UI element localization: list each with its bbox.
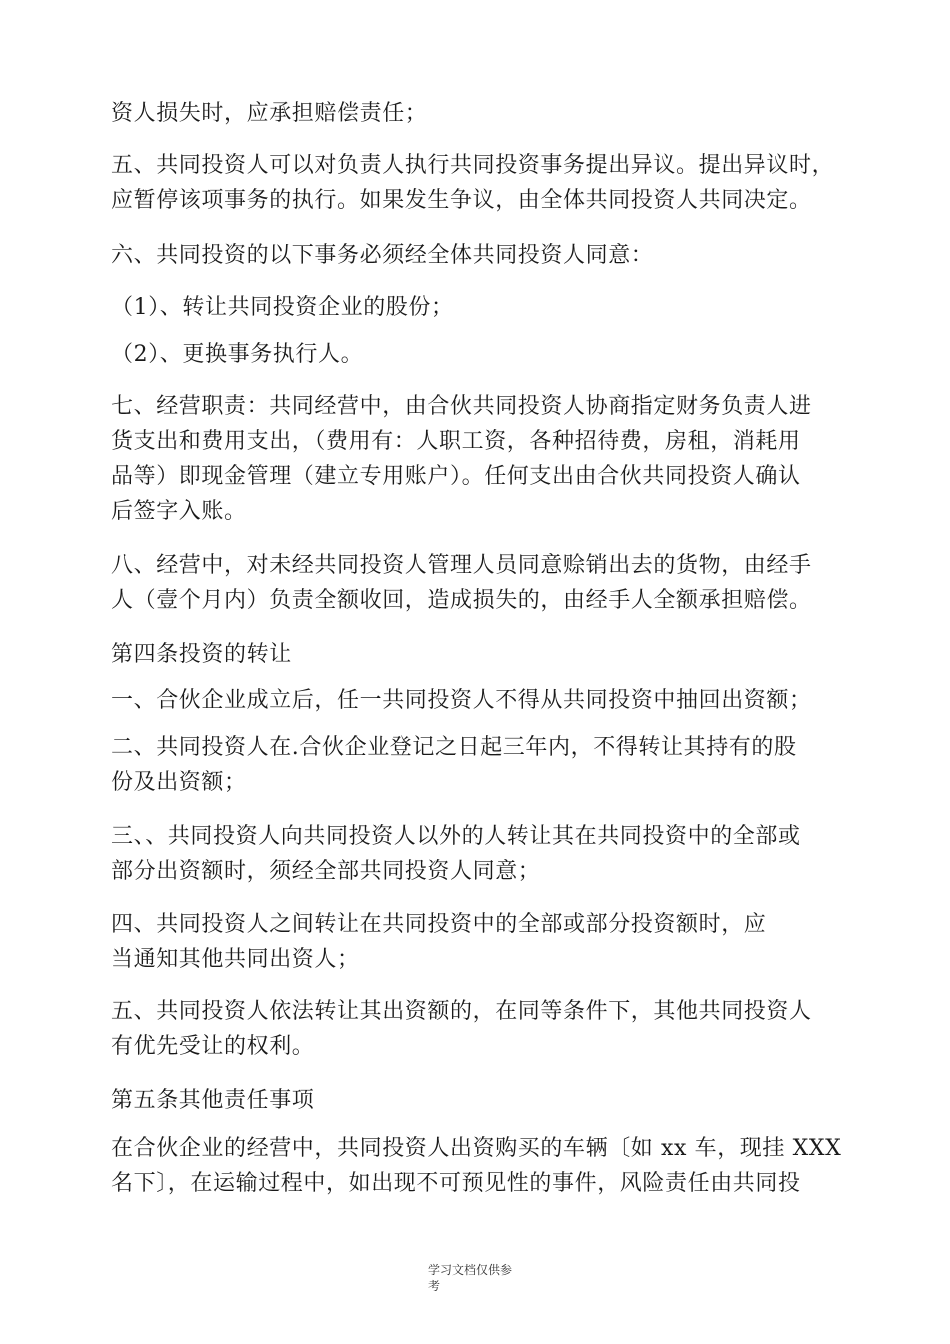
paragraph xyxy=(111,389,841,529)
paragraph-line: 人（壹个月内）负责全额收回，造成损失的，由经手人全额承担赔偿。 xyxy=(111,588,812,613)
paragraph-line: 应暂停该项事务的执行。如果发生争议，由全体共同投资人共同决定。 xyxy=(111,188,812,213)
paragraph-line: 第五条其他责任事项 xyxy=(111,1088,315,1113)
paragraph-line: 后签字入账。 xyxy=(111,499,247,524)
paragraph-line: 有优先受让的权利。 xyxy=(111,1034,315,1059)
paragraph xyxy=(111,548,841,618)
paragraph xyxy=(111,290,841,325)
paragraph-line: 品等）即现金管理（建立专用账户）。任何支出由合伙共同投资人确认 xyxy=(111,464,801,489)
paragraph-line: 五、共同投资人可以对负责人执行共同投资事务提出异议。提出异议时， xyxy=(111,153,835,178)
paragraph xyxy=(111,907,841,977)
paragraph-line: 第四条投资的转让 xyxy=(111,642,292,667)
paragraph xyxy=(111,337,841,372)
paragraph xyxy=(111,1131,841,1201)
paragraph xyxy=(111,1083,841,1118)
paragraph-line: 七、经营职责：共同经营中，由合伙共同投资人协商指定财务负责人进 xyxy=(111,394,812,419)
paragraph-line: 名下〕，在运输过程中，如出现不可预见性的事件，风险责任由共同投 xyxy=(111,1171,801,1196)
paragraph-line: 三、、共同投资人向共同投资人以外的人转让其在共同投资中的全部或 xyxy=(111,824,801,849)
paragraph-line: 资人损失时，应承担赔偿责任； xyxy=(111,101,428,126)
footer-line-2: 考 xyxy=(428,1279,441,1293)
paragraph-line: 当通知其他共同出资人； xyxy=(111,947,360,972)
paragraph xyxy=(111,148,841,218)
footer-line-1: 学习文档仅供参 xyxy=(428,1263,513,1277)
paragraph-line: （2）、更换事务执行人。 xyxy=(111,342,364,367)
paragraph xyxy=(111,238,841,273)
paragraph xyxy=(111,96,841,131)
paragraph-line: 八、经营中，对未经共同投资人管理人员同意赊销出去的货物，由经手 xyxy=(111,553,812,578)
paragraph xyxy=(111,730,841,800)
paragraph-line: 六、共同投资的以下事务必须经全体共同投资人同意： xyxy=(111,243,654,268)
paragraph xyxy=(111,683,841,718)
paragraph-line: 部分出资额时，须经全部共同投资人同意； xyxy=(111,859,541,884)
paragraph xyxy=(111,819,841,889)
paragraph-line: （1）、转让共同投资企业的股份； xyxy=(111,295,454,320)
paragraph-line: 五、共同投资人依法转让其出资额的，在同等条件下，其他共同投资人 xyxy=(111,999,812,1024)
paragraph-line: 在合伙企业的经营中，共同投资人出资购买的车辆〔如 xx 车，现挂 XXX xyxy=(111,1136,842,1161)
paragraph-line: 四、共同投资人之间转让在共同投资中的全部或部分投资额时，应 xyxy=(111,912,767,937)
paragraph-line: 二、共同投资人在.合伙企业登记之日起三年内，不得转让其持有的股 xyxy=(111,735,797,760)
paragraph xyxy=(111,994,841,1064)
paragraph-line: 货支出和费用支出，（费用有：人职工资，各种招待费，房租，消耗用 xyxy=(111,429,801,454)
paragraph xyxy=(111,637,841,672)
paragraph-line: 一、合伙企业成立后，任一共同投资人不得从共同投资中抽回出资额； xyxy=(111,688,812,713)
paragraph-line: 份及出资额； xyxy=(111,770,247,795)
